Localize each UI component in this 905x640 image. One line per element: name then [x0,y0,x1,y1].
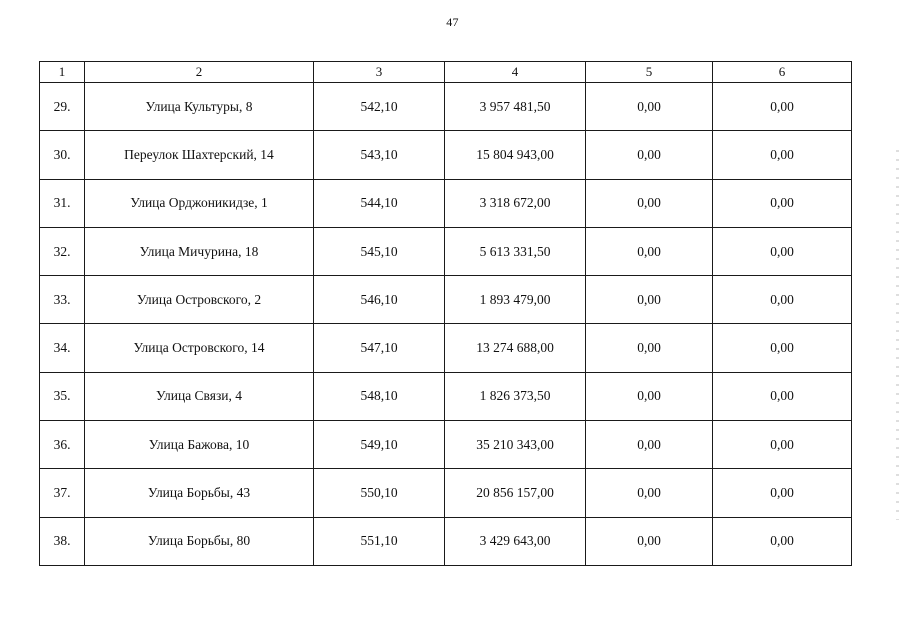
address-cell: Улица Мичурина, 18 [85,227,314,275]
table-row [40,324,852,372]
code-cell: 548,10 [314,372,445,420]
value-cell: 0,00 [586,421,713,469]
table-row [40,517,852,565]
amount-cell: 1 893 479,00 [445,276,586,324]
address-cell: Улица Островского, 2 [85,276,314,324]
code-cell: 546,10 [314,276,445,324]
value-cell: 0,00 [713,421,852,469]
address-cell: Переулок Шахтерский, 14 [85,131,314,179]
value-cell: 0,00 [713,469,852,517]
address-cell: Улица Культуры, 8 [85,83,314,131]
code-cell: 542,10 [314,83,445,131]
table-row [40,372,852,420]
value-cell: 0,00 [586,469,713,517]
address-cell: Улица Борьбы, 80 [85,517,314,565]
amount-cell: 5 613 331,50 [445,227,586,275]
address-cell: Улица Бажова, 10 [85,421,314,469]
table-header-row [40,62,852,83]
value-cell: 0,00 [586,324,713,372]
scan-edge-artifact [896,150,899,520]
value-cell: 0,00 [586,131,713,179]
value-cell: 0,00 [713,324,852,372]
row-number-cell: 32. [40,227,85,275]
row-number-cell: 34. [40,324,85,372]
column-header: 3 [314,62,445,83]
address-cell: Улица Борьбы, 43 [85,469,314,517]
data-table [39,61,852,566]
value-cell: 0,00 [586,372,713,420]
column-header: 1 [40,62,85,83]
table-row [40,179,852,227]
row-number-cell: 29. [40,83,85,131]
code-cell: 547,10 [314,324,445,372]
value-cell: 0,00 [713,517,852,565]
amount-cell: 3 429 643,00 [445,517,586,565]
row-number-cell: 38. [40,517,85,565]
code-cell: 544,10 [314,179,445,227]
amount-cell: 13 274 688,00 [445,324,586,372]
value-cell: 0,00 [713,179,852,227]
row-number-cell: 37. [40,469,85,517]
row-number-cell: 33. [40,276,85,324]
address-cell: Улица Островского, 14 [85,324,314,372]
address-cell: Улица Связи, 4 [85,372,314,420]
amount-cell: 15 804 943,00 [445,131,586,179]
column-header: 6 [713,62,852,83]
code-cell: 550,10 [314,469,445,517]
amount-cell: 3 318 672,00 [445,179,586,227]
code-cell: 545,10 [314,227,445,275]
code-cell: 549,10 [314,421,445,469]
value-cell: 0,00 [713,83,852,131]
value-cell: 0,00 [586,179,713,227]
code-cell: 551,10 [314,517,445,565]
column-header: 4 [445,62,586,83]
row-number-cell: 31. [40,179,85,227]
page-number: 47 [446,15,459,29]
table-row [40,83,852,131]
value-cell: 0,00 [586,227,713,275]
table-row [40,276,852,324]
code-cell: 543,10 [314,131,445,179]
amount-cell: 35 210 343,00 [445,421,586,469]
table-row [40,469,852,517]
address-cell: Улица Орджоникидзе, 1 [85,179,314,227]
row-number-cell: 35. [40,372,85,420]
row-number-cell: 36. [40,421,85,469]
value-cell: 0,00 [713,131,852,179]
amount-cell: 20 856 157,00 [445,469,586,517]
table-row [40,227,852,275]
value-cell: 0,00 [586,276,713,324]
amount-cell: 3 957 481,50 [445,83,586,131]
table-row [40,421,852,469]
amount-cell: 1 826 373,50 [445,372,586,420]
value-cell: 0,00 [586,83,713,131]
value-cell: 0,00 [713,227,852,275]
value-cell: 0,00 [713,372,852,420]
column-header: 5 [586,62,713,83]
table-row [40,131,852,179]
column-header: 2 [85,62,314,83]
value-cell: 0,00 [713,276,852,324]
row-number-cell: 30. [40,131,85,179]
value-cell: 0,00 [586,517,713,565]
